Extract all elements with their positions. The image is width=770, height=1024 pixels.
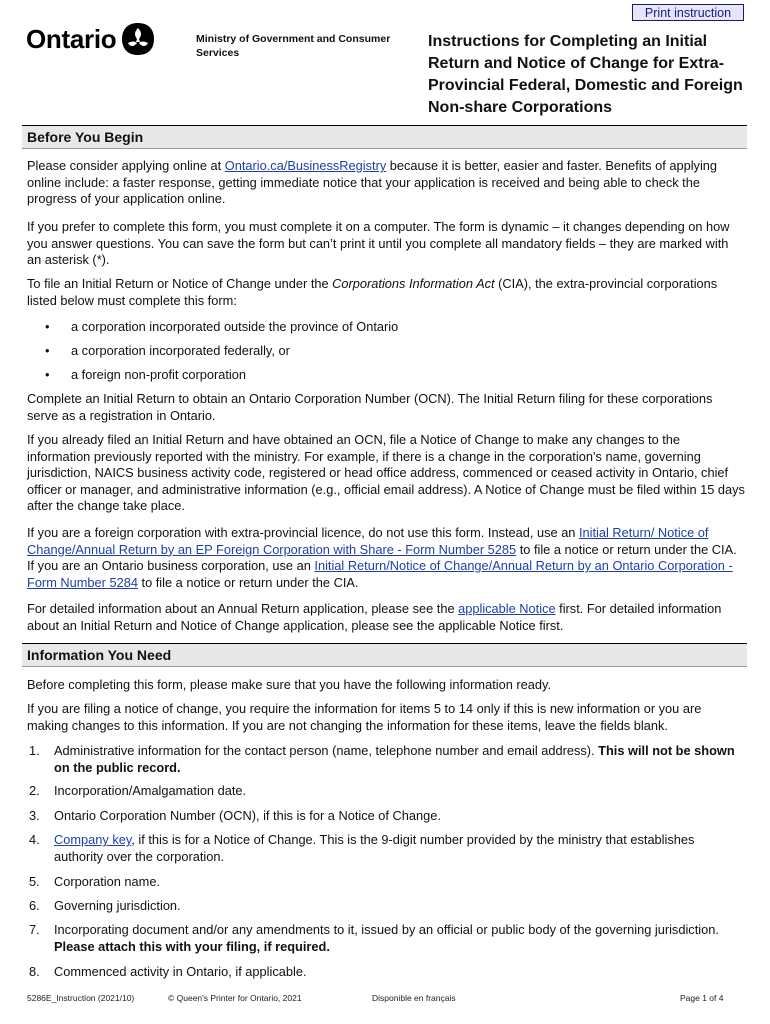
ocn-paragraph: Complete an Initial Return to obtain an Ontario Corporation Number (OCN). The Initial Return filing for these corporations serve as a registration in Ontario. <box>27 391 713 423</box>
applicable-notice-link[interactable]: applicable Notice <box>458 601 556 616</box>
notice-of-change-paragraph: If you already filed an Initial Return and have obtained an OCN, file a Notice of Change to make any changes to the information previously reported with the ministry. For example, if there is a change in the corporation’s name, governing jurisdiction, NAICS business activity code, registered or head office address, commenced or ceased activity in Ontario, chief officer or manager, and administrative information (e.g., official email address). A Notice of Change must be filed within 15 days after the change take place. <box>27 432 745 514</box>
annual-return-paragraph: For detailed information about an Annual Return application, please see the applicable Notice first. For detailed information about an Initial Return and Notice of Change application, please see the applicable Notice first. <box>27 601 722 633</box>
business-registry-link[interactable]: Ontario.ca/BusinessRegistry <box>224 158 387 173</box>
list-item: 5. Corporation name. <box>29 874 160 889</box>
document-title: Instructions for Completing an Initial Return and Notice of Change for Extra-Provincial Federal, Domestic and Foreign Non-share Corporations <box>428 33 743 116</box>
ontario-logo <box>26 22 155 56</box>
intro-paragraph: Please consider applying online at Ontario.ca/BusinessRegistry because it is better, easier and faster. Benefits of applying online include: a faster response, getting immediate notice that your application is received and being able to check the progress of your application online. <box>27 158 718 207</box>
form-5284-link[interactable]: Initial Return/Notice of Change/Annual Return by an Ontario Corporation - Form Number 5284 <box>27 558 733 590</box>
company-key-link[interactable]: Company key <box>54 832 132 847</box>
list-item: 6. Governing jurisdiction. <box>29 898 181 913</box>
list-item: 8. Commenced activity in Ontario, if applicable. <box>29 964 307 979</box>
french-availability: Disponible en français <box>372 993 456 1003</box>
copyright: © Queen's Printer for Ontario, 2021 <box>168 993 302 1003</box>
trillium-icon <box>121 22 155 56</box>
information-you-need-heading: Information You Need <box>22 643 747 667</box>
list-item: 2. Incorporation/Amalgamation date. <box>29 783 247 798</box>
list-item: 7. Incorporating document and/or any amendments to it, issued by an official or public body of the governing jurisdiction. Please attach this with your filing, if required. <box>29 922 719 954</box>
before-you-begin-heading: Before You Begin <box>22 125 747 149</box>
form-5285-link[interactable]: Initial Return/ Notice of Change/Annual Return by an EP Foreign Corporation with Share - Form Number 5285 <box>27 525 709 557</box>
list-item: 4. Company key, if this is for a Notice of Change. This is the 9-digit number provided by the ministry that establishes authority over the corporation. <box>29 832 695 864</box>
page-number: Page 1 of 4 <box>680 993 724 1003</box>
logo-wordmark: Ontario <box>26 23 117 54</box>
form-code: 5286E_Instruction (2021/10) <box>27 993 135 1003</box>
cia-paragraph: To file an Initial Return or Notice of Change under the Corporations Information Act (CIA), the extra-provincial corporations listed below must complete this form: <box>27 276 718 308</box>
info-intro-paragraph: Before completing this form, please make sure that you have the following information ready. <box>27 677 551 692</box>
list-item: 3. Ontario Corporation Number (OCN), if this is for a Notice of Change. <box>29 808 441 823</box>
list-item: 1. Administrative information for the contact person (name, telephone number and email address). This will not be shown on the public record. <box>29 743 735 775</box>
items-scope-paragraph: If you are filing a notice of change, you require the information for items 5 to 14 only if this is new information or you are making changes to this information. If you are not changing the information for these items, leave the fields blank. <box>27 701 702 733</box>
print-instruction-button[interactable]: Print instruction <box>632 4 744 21</box>
ministry-name: Ministry of Government and Consumer Services <box>196 33 391 59</box>
foreign-corporation-paragraph: If you are a foreign corporation with extra-provincial licence, do not use this form. Instead, use an Initial Return/ Notice of Change/Annual Return by an EP Foreign Corporation with Share - Form Number 5285 to file a notice or return under the CIA. If you are an Ontario business corporation, use an Initial Return/Notice of Change/Annual Return by an Ontario Corporation - Form Number 5284 to file a notice or return under the CIA. <box>27 525 737 590</box>
dynamic-form-paragraph: If you prefer to complete this form, you must complete it on a computer. The form is dynamic – it changes depending on how you answer questions. You can save the form but can’t print it until you complete all mandatory fields – they are marked with an asterisk (*). <box>27 219 730 268</box>
